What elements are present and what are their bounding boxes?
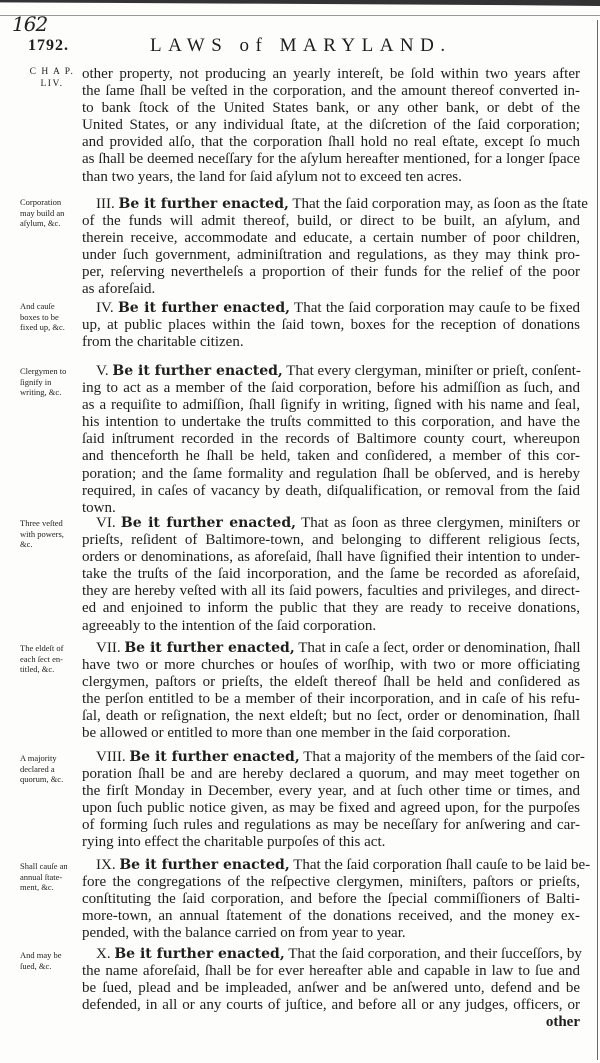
text-line: agreeably to the intention of the ſaid corporation. xyxy=(82,617,377,634)
section-numeral: III. xyxy=(96,196,115,212)
text-run: That a majority of the members of the ſaid cor- xyxy=(303,749,585,765)
text-line: up, at public places within the ſaid town, boxes for the reception of donations xyxy=(82,317,580,334)
text-line: poration; and the ſame formality and regulation ſhall be obſerved, and is hereby xyxy=(82,465,580,482)
section-first-line xyxy=(82,640,580,657)
section-first-line xyxy=(82,196,588,213)
margin-note xyxy=(20,643,82,675)
text-line: under ſuch government, adminiſtration and regulations, as they may think pro- xyxy=(82,247,580,264)
text-line: required, in caſes of vacancy by death, diſqualification, or removal from the ſaid xyxy=(82,482,580,499)
text-line: per, reſerving nevertheleſs a proportion of their funds for the relief of the poor xyxy=(82,264,580,281)
text-line: ſal, death or reſignation, the next eldeſt; but no ſect, order or denomination, ſhall xyxy=(82,708,580,725)
margin-note xyxy=(20,301,82,333)
margin-note xyxy=(20,950,82,971)
text-line: ing to act as a member of the ſaid corporation, before his admiſſion as ſuch, and xyxy=(82,380,580,397)
text-line: therein receive, accommodate and educate, a certain number of poor children, xyxy=(82,230,580,247)
chapter-label: C H A P. xyxy=(29,67,75,77)
text-line: they are hereby veſted with all its ſaid powers, faculties and privileges, and direct- xyxy=(82,583,580,600)
text-line: orders or denominations, as aforeſaid, ſhall have ſignified their intention to under- xyxy=(82,549,580,566)
section-first-line xyxy=(82,857,591,874)
margin-note-line: quorum, &c. xyxy=(20,774,64,784)
margin-note-line: titled, &c. xyxy=(20,664,55,674)
text-line: to bank ſtock of the United States bank, or any other bank, or debt of the xyxy=(82,100,580,117)
page-edge xyxy=(597,20,598,1060)
text-line: prieſts, reſident of Baltimore-town, and belonging to different religious ſects, xyxy=(82,532,580,549)
text-line: the perſon entitled to be a member of their incorporation, and in caſe of his refu- xyxy=(82,691,580,708)
text-line: the name aforeſaid, ſhall be for ever hereafter able and capable in law to ſue and xyxy=(82,963,580,980)
text-line: other property, not producing an yearly intereſt, be ſold within two years after xyxy=(82,66,580,82)
section-V xyxy=(82,363,580,517)
text-line: of the funds will admit thereof, build, or direct to be built, an aſylum, and xyxy=(82,213,580,230)
margin-note-line: Shall cauſe an xyxy=(20,861,68,871)
continuation-paragraph xyxy=(82,66,580,186)
text-run: That the ſaid corporation, and their ſucceſſors, by xyxy=(288,946,582,962)
text-run: That the ſaid corporation may, as ſoon as the ſtate xyxy=(292,196,588,212)
section-III xyxy=(82,196,588,299)
text-line: be allowed or entitled to more than one member in the ſaid corporation. xyxy=(82,725,511,742)
catchword xyxy=(82,1014,580,1031)
text-line: as a requiſite to admiſſion, ſhall ſignify in writing, ſigned with his name and ſeal, xyxy=(82,397,580,414)
text-line: the ſame ſhall be veſted in the corporation, and the amount thereof converted in- xyxy=(82,83,580,100)
text-line: as ſhall be deemed neceſſary for the aſylum hereafter mentioned, for a longer ſpace xyxy=(82,151,580,168)
margin-note-line: may build an xyxy=(20,207,65,218)
text-line: pended, with the balance carried on from year to year. xyxy=(82,925,406,942)
margin-note-line: The eldeſt of xyxy=(20,643,64,653)
enacting-clause: Be it further enacted, xyxy=(112,363,283,379)
enacting-clause: Be it further enacted, xyxy=(124,640,295,656)
text-line: the firſt Monday in December, every year, and at ſuch other time or times, and xyxy=(82,783,580,800)
text-line: ſaid inſtrument recorded in the records of Baltimore county court, whereupon xyxy=(82,431,580,448)
margin-note-line: with powers, xyxy=(20,528,64,539)
text-line: United States, or any individual ſtate, at the diſcretion of the ſaid corporation; xyxy=(82,117,580,134)
text-line: as aforeſaid. xyxy=(82,281,156,298)
text-line: of forming ſuch rules and regulations as may be neceſſary for anſwering and car- xyxy=(82,817,580,834)
margin-note-line: writing, &c. xyxy=(20,387,62,397)
margin-note-line: ment, &c. xyxy=(20,882,54,892)
catchword-text: other xyxy=(545,1014,580,1031)
header-rule xyxy=(0,15,600,16)
text-line: take the truſts of the ſaid incorporation, and the ſame be recorded as aforeſaid, xyxy=(82,566,580,583)
running-title: LAWS of MARYLAND. xyxy=(150,35,452,56)
section-first-line xyxy=(82,300,580,317)
text-run: That in caſe a ſect, order or denomination, ſhall xyxy=(298,640,581,656)
text-line: from the charitable citizen. xyxy=(82,334,244,351)
text-line: conſtituting the ſaid corporation, and before the ſpecial commiſſioners of Balti- xyxy=(82,891,580,908)
page-number: 162 xyxy=(12,12,48,36)
text-line: and provided alſo, that the corporation ſhall hold no real eſtate, except ſo much xyxy=(82,134,580,151)
margin-note-line: boxes to be xyxy=(20,311,59,322)
section-VII xyxy=(82,640,580,743)
section-X xyxy=(82,946,580,1031)
section-VIII xyxy=(82,749,585,852)
margin-note-line: declared a xyxy=(20,763,55,774)
margin-note-line: A majority xyxy=(20,753,57,763)
text-line: and thenceforth he ſhall be held, taken and conſidered, a member of this cor- xyxy=(82,448,580,465)
margin-note-line: aſylum, &c. xyxy=(20,218,61,228)
section-numeral: V. xyxy=(96,363,109,379)
margin-note-line: And cauſe xyxy=(20,301,55,311)
enacting-clause: Be it further enacted, xyxy=(129,749,300,765)
enacting-clause: Be it further enacted, xyxy=(114,946,285,962)
section-numeral: IV. xyxy=(96,300,114,316)
section-VI xyxy=(82,515,580,635)
margin-note xyxy=(20,861,82,893)
text-run: That every clergyman, miniſter or prieſt, conſent- xyxy=(286,363,581,379)
section-numeral: X. xyxy=(96,946,111,962)
text-run: That the ſaid corporation ſhall cauſe to be laid be- xyxy=(293,857,591,873)
year-heading: 1792. xyxy=(28,37,69,54)
chapter-number: LIV. xyxy=(40,79,64,89)
margin-note-line: annual ſtate- xyxy=(20,871,63,882)
margin-note xyxy=(20,197,82,229)
margin-note xyxy=(20,366,82,398)
text-line: than two years, the land for ſaid aſylum not to exceed ten acres. xyxy=(82,168,462,185)
margin-note-line: &c. xyxy=(20,539,33,549)
enacting-clause: Be it further enacted, xyxy=(118,196,289,212)
margin-note-line: Three veſted xyxy=(20,518,63,528)
section-numeral: IX. xyxy=(96,857,116,873)
text-line: defended, in all or any courts of juſtice, and before all or any judges, officers, or xyxy=(82,997,580,1014)
chapter-marker xyxy=(26,66,78,90)
text-line: clergymen, paſtors or prieſts, the eldeſt thereof ſhall be held and conſidered as xyxy=(82,674,580,691)
section-IX xyxy=(82,857,591,942)
text-run: That as ſoon as three clergymen, miniſters or xyxy=(301,515,581,531)
margin-note-line: ſignify in xyxy=(20,376,52,387)
margin-note xyxy=(20,518,82,550)
text-line: rying into effect the charitable purpoſes of this act. xyxy=(82,834,386,851)
text-line: town. xyxy=(82,499,116,516)
text-line: have two or more churches or houſes of worſhip, with two or more officiating xyxy=(82,657,580,674)
text-line: fore the congregations of the reſpective clergymen, miniſters, paſtors or prieſts, xyxy=(82,874,580,891)
section-IV xyxy=(82,300,580,351)
margin-note-line: ſued, &c. xyxy=(20,960,52,971)
margin-note-line: And may be xyxy=(20,950,62,960)
text-line: be ſued, plead and be impleaded, anſwer and be anſwered unto, defend and be xyxy=(82,980,580,997)
section-numeral: VII. xyxy=(96,640,121,656)
text-run: That the ſaid corporation may cauſe to be fixed xyxy=(294,300,581,316)
margin-note-line: fixed up, &c. xyxy=(20,322,65,332)
section-first-line xyxy=(82,749,585,766)
enacting-clause: Be it further enacted, xyxy=(120,515,296,531)
text-line: ed and enjoined to inform the public that they are ready to receive donations, xyxy=(82,600,580,617)
enacting-clause: Be it further enacted, xyxy=(117,300,290,316)
section-first-line xyxy=(82,363,580,380)
section-first-line xyxy=(82,946,580,963)
section-numeral: VIII. xyxy=(96,749,126,765)
scan-shadow xyxy=(0,0,600,6)
text-line: poration ſhall be and are hereby declared a quorum, and may meet together on xyxy=(82,766,580,783)
margin-note-line: each ſect en- xyxy=(20,653,63,664)
text-line: his intention to undertake the truſts committed to this corporation, and have the xyxy=(82,414,580,431)
margin-note-line: Clergymen to xyxy=(20,366,67,376)
text-line: upon ſuch public notice given, as may be fixed and agreed upon, for the purpoſes xyxy=(82,800,580,817)
margin-note-line: Corporation xyxy=(20,197,62,207)
section-first-line xyxy=(82,515,580,532)
enacting-clause: Be it further enacted, xyxy=(119,857,290,873)
text-line: more-town, an annual ſtatement of the donations received, and the money ex- xyxy=(82,908,580,925)
margin-note xyxy=(20,753,82,785)
section-numeral: VI. xyxy=(96,515,116,531)
